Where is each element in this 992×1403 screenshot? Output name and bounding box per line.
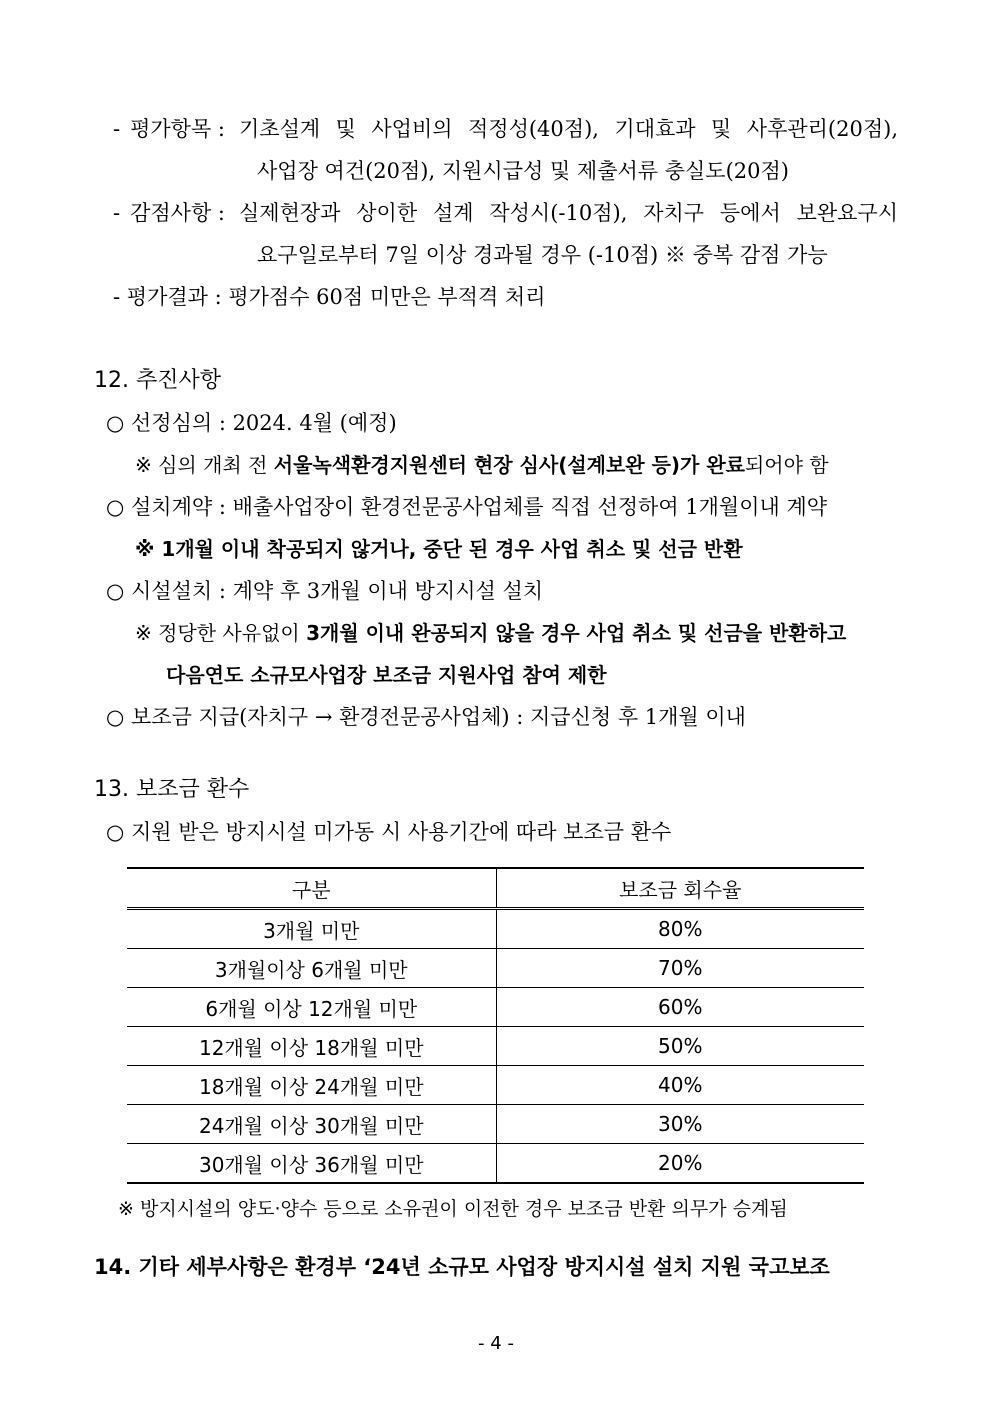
table-row: [127, 1144, 864, 1184]
section-12-item-install: ○ 시설설치 : 계약 후 3개월 이내 방지시설 설치: [106, 579, 544, 603]
period-cell: 3개월이상 6개월 미만: [127, 949, 496, 988]
eval-items-text-2: 사업장 여건(20점), 지원시급성 및 제출서류 충실도(20점): [257, 159, 789, 183]
eval-result-bullet: -: [113, 285, 121, 309]
section-12-item-contract: ○ 설치계약 : 배출사업장이 환경전문공사업체를 직접 선정하여 1개월이내 계약: [106, 495, 828, 519]
recovery-rate-table: [127, 867, 864, 1184]
rate-cell: 30%: [496, 1105, 864, 1144]
section-13-heading: 13. 보조금 환수: [94, 777, 250, 802]
eval-deduction-label: 감점사항 :: [130, 201, 226, 225]
section-13-note: ※ 방지시설의 양도·양수 등으로 소유권이 이전한 경우 보조금 반환 의무가 승계됨: [118, 1198, 788, 1220]
period-cell: 24개월 이상 30개월 미만: [127, 1105, 496, 1144]
install-note-a: ※ 정당한 사유없이: [135, 621, 307, 645]
rate-cell: 60%: [496, 988, 864, 1027]
eval-items-label: 평가항목 :: [130, 117, 226, 141]
rate-cell: 80%: [496, 909, 864, 949]
section-14-heading: 14. 기타 세부사항은 환경부 ‘24년 소규모 사업장 방지시설 설치 지원 국고보조: [94, 1255, 830, 1279]
table-row: [127, 988, 864, 1027]
table-row: [127, 949, 864, 988]
rate-cell: 70%: [496, 949, 864, 988]
eval-items-bullet: -: [113, 117, 121, 141]
rate-cell: 40%: [496, 1066, 864, 1105]
header-rate: 보조금 회수율: [496, 868, 864, 909]
rate-cell: 20%: [496, 1144, 864, 1184]
eval-deduction-line1: [113, 199, 898, 227]
period-cell: 18개월 이상 24개월 미만: [127, 1066, 496, 1105]
eval-deduction-text-2: 요구일로부터 7일 이상 경과될 경우 (-10점) ※ 중복 감점 가능: [257, 243, 828, 267]
eval-result-text: 평가결과 : 평가점수 60점 미만은 부적격 처리: [126, 285, 546, 309]
period-cell: 3개월 미만: [127, 909, 496, 949]
install-note-bold: 3개월 이내 완공되지 않을 경우 사업 취소 및 선금을 반환하고: [306, 621, 847, 645]
selection-note-c: 되어야 함: [744, 453, 829, 477]
table-row: [127, 909, 864, 949]
period-cell: 6개월 이상 12개월 미만: [127, 988, 496, 1027]
section-13-intro: ○ 지원 받은 방지시설 미가동 시 사용기간에 따라 보조금 환수: [106, 820, 672, 844]
eval-deduction-bullet: -: [113, 201, 121, 225]
rate-cell: 50%: [496, 1027, 864, 1066]
period-cell: 30개월 이상 36개월 미만: [127, 1144, 496, 1184]
eval-items-line1: [113, 115, 898, 143]
header-period: 구분: [127, 868, 496, 909]
section-12-heading: 12. 추진사항: [94, 368, 221, 393]
selection-note-a: ※ 심의 개최 전: [135, 453, 274, 477]
eval-deduction-text-1: 실제현장과 상이한 설계 작성시(-10점), 자치구 등에서 보완요구시: [239, 201, 898, 225]
table-row: [127, 1105, 864, 1144]
selection-note-bold: 서울녹색환경지원센터 현장 심사(설계보완 등)가 완료: [273, 453, 745, 477]
section-12-item-contract-note: ※ 1개월 이내 착공되지 않거나, 중단 된 경우 사업 취소 및 선금 반환: [135, 537, 743, 561]
table-row: [127, 1066, 864, 1105]
eval-result: [113, 283, 546, 311]
section-12-item-payment: ○ 보조금 지급(자치구 → 환경전문공사업체) : 지급신청 후 1개월 이내: [106, 705, 746, 729]
section-12-item-install-note-2: 다음연도 소규모사업장 보조금 지원사업 참여 제한: [166, 663, 607, 687]
section-12-item-selection-note: [135, 451, 829, 479]
section-12-item-install-note: [135, 619, 846, 647]
period-cell: 12개월 이상 18개월 미만: [127, 1027, 496, 1066]
table-header-row: [127, 868, 864, 909]
eval-items-text-1: 기초설계 및 사업비의 적정성(40점), 기대효과 및 사후관리(20점),: [239, 117, 898, 141]
section-12-item-selection: ○ 선정심의 : 2024. 4월 (예정): [106, 411, 397, 435]
table-row: [127, 1027, 864, 1066]
page-number: - 4 -: [478, 1333, 514, 1354]
